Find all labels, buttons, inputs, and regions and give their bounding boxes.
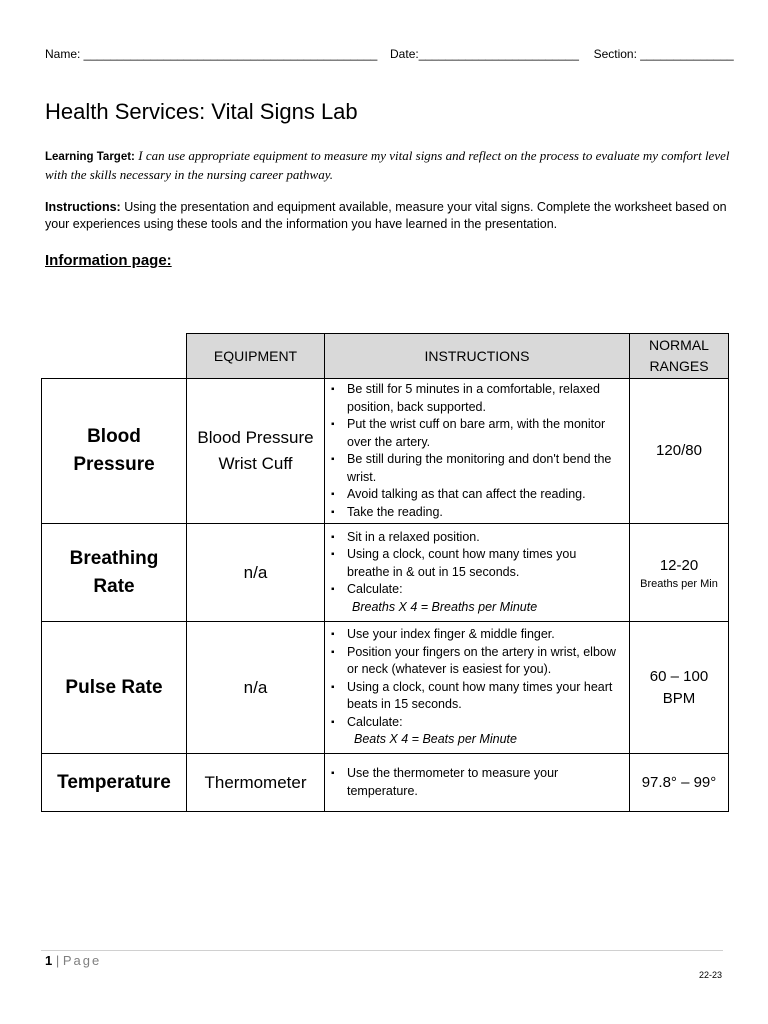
sign-breathing-rate: Breathing Rate [42, 524, 187, 622]
instructions-text: Using the presentation and equipment available, measure your vital signs. Complete the worksheet based on your experiences using these tools and the information you have learned in the presentation. [45, 200, 727, 231]
list-item: ▪ Be still during the monitoring and don't bend the wrist. [347, 451, 625, 486]
header-equipment: EQUIPMENT [187, 334, 325, 379]
calc-formula: Breaths X 4 = Breaths per Minute [352, 599, 538, 614]
table-row [42, 622, 729, 754]
range-value: 60 – 100 BPM [649, 667, 709, 707]
list-item: ▪ Put the wrist cuff on bare arm, with the monitor over the artery. [347, 416, 625, 451]
instructions-pulse-rate [325, 622, 630, 754]
page-number-value: 1 [45, 953, 53, 968]
sign-pulse-rate: Pulse Rate [42, 622, 187, 754]
sign-temperature: Temperature [42, 754, 187, 812]
list-item: ▪ Avoid talking as that can affect the reading. [347, 486, 625, 504]
range-value: 120/80 [656, 442, 702, 459]
equipment-pulse-rate: n/a [187, 622, 325, 754]
info-page-heading: Information page: [45, 252, 172, 269]
list-item: ▪ Sit in a relaxed position. [347, 529, 625, 547]
calc-formula: Beats X 4 = Beats per Minute [354, 732, 517, 747]
page-number [45, 953, 101, 968]
equipment-temperature: Thermometer [187, 754, 325, 812]
page-title: Health Services: Vital Signs Lab [45, 99, 358, 124]
instructions-temperature [325, 754, 630, 812]
list-item: ▪ Using a clock, count how many times your heart beats in 15 seconds. [347, 679, 625, 714]
learning-target-text: I can use appropriate equipment to measure my vital signs and reflect on the process to evaluate my comfort level with the skills necessary in the nursing career pathway. [45, 148, 730, 182]
list-item: ▪ Be still for 5 minutes in a comfortable, relaxed position, back supported. [347, 381, 625, 416]
header-instructions: INSTRUCTIONS [325, 334, 630, 379]
document-code: 22-23 [699, 970, 723, 980]
name-field[interactable]: Name: ____________________________________________ [45, 47, 378, 61]
sign-blood-pressure: Blood Pressure [42, 379, 187, 524]
range-pulse-rate [630, 622, 729, 754]
range-temperature [630, 754, 729, 812]
range-note: Breaths per Min [640, 577, 718, 590]
date-field[interactable]: Date:________________________ [390, 47, 579, 61]
instructions-breathing-rate [325, 524, 630, 622]
list-item: ▪ Calculate: [347, 714, 625, 732]
learning-target [45, 147, 735, 184]
list-item: ▪ Take the reading. [347, 504, 625, 522]
learning-target-label: Learning Target: [45, 151, 135, 163]
range-value: 97.8° – 99° [641, 773, 717, 791]
table-row [42, 754, 729, 812]
equipment-blood-pressure: Blood Pressure Wrist Cuff [187, 379, 325, 524]
instructions-blood-pressure [325, 379, 630, 524]
list-item: ▪ Position your fingers on the artery in wrist, elbow or neck (whatever is easiest for you). [347, 644, 625, 679]
list-item: ▪ Calculate: [347, 581, 625, 599]
instructions [45, 199, 735, 233]
range-blood-pressure [630, 379, 729, 524]
table-corner [42, 334, 187, 379]
list-item: ▪ Use the thermometer to measure your temperature. [347, 765, 585, 800]
range-breathing-rate [630, 524, 729, 622]
section-field[interactable]: Section: ______________ [593, 47, 734, 61]
table-row [42, 524, 729, 622]
header-normal-ranges: NORMAL RANGES [630, 334, 729, 379]
footer-divider [41, 950, 723, 951]
table-row [42, 379, 729, 524]
instructions-label: Instructions: [45, 200, 121, 214]
list-item: ▪ Use your index finger & middle finger. [347, 626, 625, 644]
vital-signs-table [41, 333, 729, 812]
page-word: Page [62, 953, 102, 968]
list-item: ▪ Using a clock, count how many times you breathe in & out in 15 seconds. [347, 546, 625, 581]
range-value: 12-20 [659, 556, 699, 574]
equipment-breathing-rate: n/a [187, 524, 325, 622]
page-separator: | [55, 953, 60, 968]
header-fields [45, 47, 734, 61]
table-header-row [42, 334, 729, 379]
